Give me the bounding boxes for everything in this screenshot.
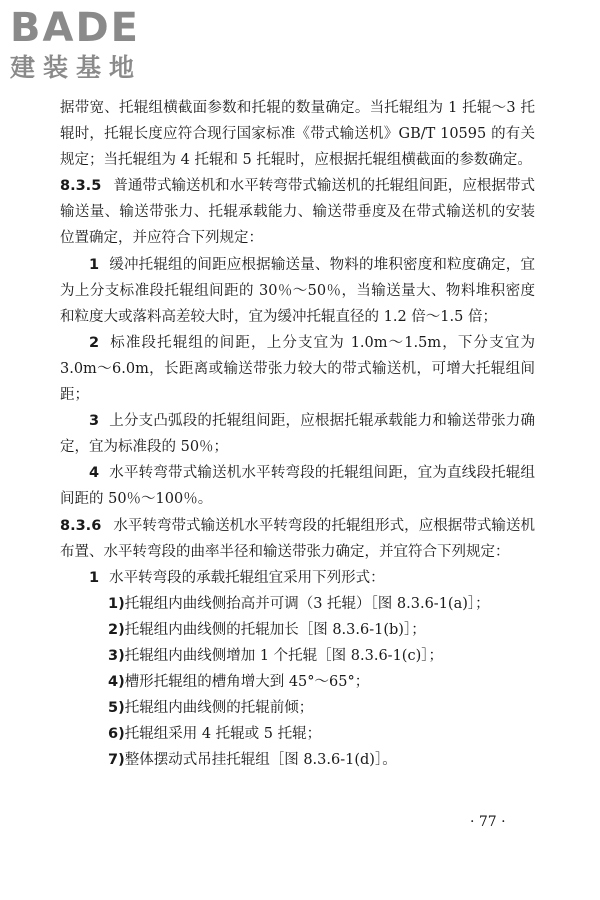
sub-item-number: 2) (108, 621, 125, 638)
sub-item-number: 1) (108, 595, 125, 612)
sub-item-2: 2)托辊组内曲线侧的托辊加长［图 8.3.6-1(b)］； (108, 621, 426, 638)
page-number: · 77 · (470, 814, 506, 830)
clause-8-3-6: 8.3.6 水平转弯带式输送机水平转弯段的托辊组形式，应根据带式输送机布置、水平转弯段的曲率半径和输送带张力确定，并宜符合下列规定： (60, 517, 535, 560)
sub-item-1: 1)托辊组内曲线侧抬高并可调（3 托辊）［图 8.3.6-1(a)］； (108, 595, 490, 612)
clause-number: 8.3.5 (60, 178, 102, 195)
logo-wordmark: BADE (10, 5, 140, 51)
item-2: 2 标准段托辊组的间距，上分支宜为 1.0m～1.5m，下分支宜为 3.0m～6.0m，长距离或输送带张力较大的带式输送机，可增大托辊组间距； (60, 334, 535, 404)
logo-subtitle: 建装基地 (10, 53, 143, 82)
sub-item-number: 3) (108, 647, 125, 664)
item-1: 1 水平转弯段的承载托辊组宜采用下列形式： (89, 569, 385, 586)
clause-8-3-5: 8.3.5 普通带式输送机和水平转弯带式输送机的托辊组间距，应根据带式输送量、输送带张力、托辊承载能力、输送带垂度及在带式输送机的安装位置确定，并应符合下列规定： (60, 178, 535, 247)
sub-item-number: 7) (108, 752, 125, 769)
sub-item-number: 5) (108, 700, 125, 717)
clause-number: 8.3.6 (60, 517, 102, 534)
body-text (60, 95, 535, 773)
item-4: 4 水平转弯带式输送机水平转弯段的托辊组间距，宜为直线段托辊组间距的 50％～100％。 (60, 465, 535, 508)
item-number: 1 (89, 569, 100, 586)
item-number: 4 (89, 465, 100, 482)
item-3: 3 上分支凸弧段的托辊组间距，应根据托辊承载能力和输送带张力确定，宜为标准段的 50％； (60, 413, 535, 456)
item-number: 3 (89, 413, 100, 430)
paragraph-continued: 据带宽、托辊组横截面参数和托辊的数量确定。当托辊组为 1 托辊～3 托辊时，托辊长度应符合现行国家标准《带式输送机》GB/T 10595 的有关规定；当托辊组为 4 托辊和 5 托辊时，应根据托辊组横截面的参数确定。 (60, 100, 535, 169)
sub-item-3: 3)托辊组内曲线侧增加 1 个托辊［图 8.3.6-1(c)］； (108, 647, 443, 664)
bade-logo (10, 6, 180, 86)
sub-item-number: 4) (108, 674, 125, 691)
sub-item-5: 5)托辊组内曲线侧的托辊前倾； (108, 700, 314, 717)
sub-item-4: 4)槽形托辊组的槽角增大到 45°～65°； (108, 674, 370, 691)
sub-item-7: 7)整体摆动式吊挂托辊组［图 8.3.6-1(d)］。 (108, 752, 397, 769)
sub-item-6: 6)托辊组采用 4 托辊或 5 托辊； (108, 726, 322, 743)
item-1: 1 缓冲托辊组的间距应根据输送量、物料的堆积密度和粒度确定，宜为上分支标准段托辊组间距的 30％～50％，当输送量大、物料堆积密度和粒度大或落料高差较大时，宜为缓冲托辊直径的 1.2 倍～1.5 倍； (60, 256, 535, 325)
item-number: 2 (89, 334, 100, 351)
sub-item-number: 6) (108, 726, 125, 743)
item-number: 1 (89, 256, 100, 273)
